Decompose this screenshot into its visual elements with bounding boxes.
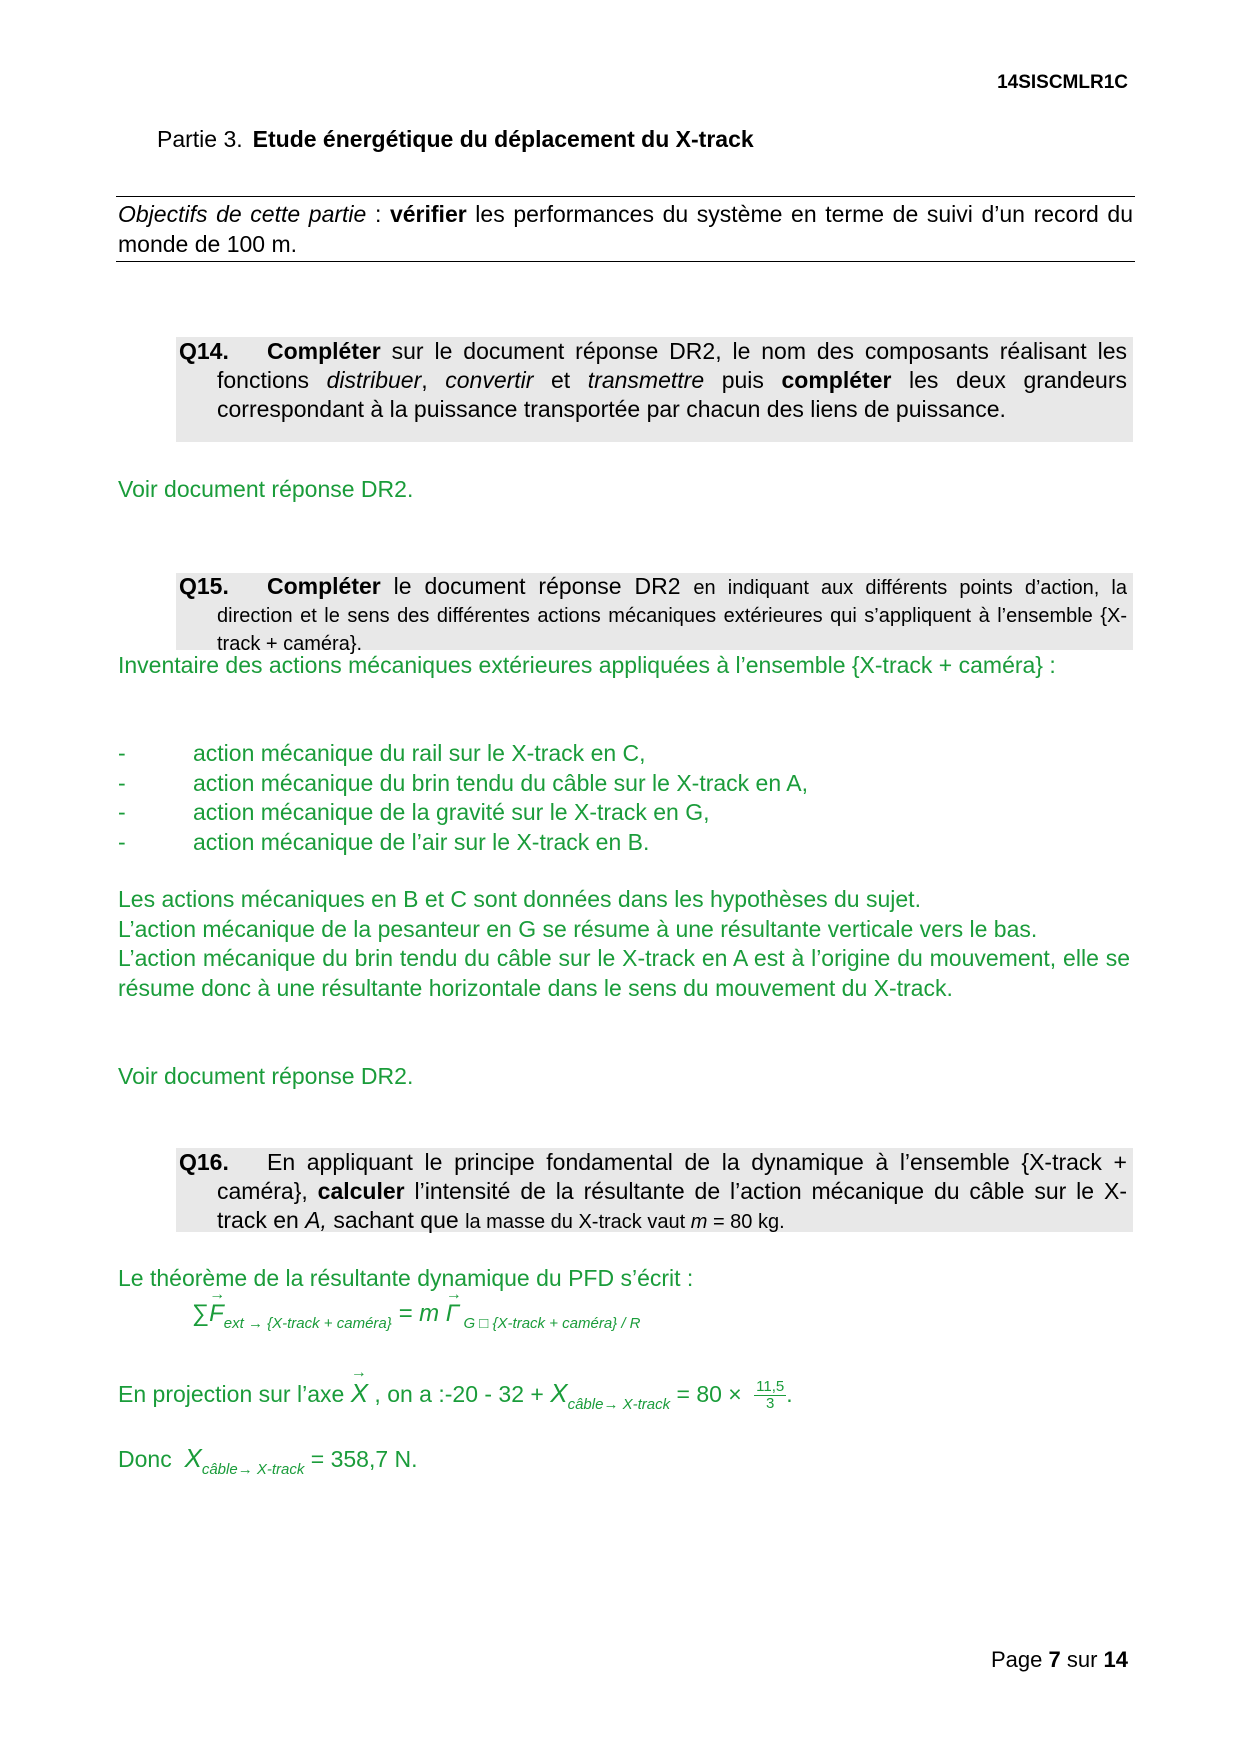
answer-q16-intro: Le théorème de la résultante dynamique du PFD s’écrit : — [118, 1265, 694, 1291]
bullet-text: action mécanique de l’air sur le X-track en B. — [193, 828, 650, 855]
page-label: Page — [990, 1647, 1049, 1672]
list-item — [118, 798, 808, 828]
q16-text — [176, 1148, 1133, 1237]
acceleration-subscript: G □ {X-track + caméra} / R — [463, 1315, 641, 1332]
answer-q15-p3: L’action mécanique du brin tendu du câble sur le X-track en A est à l’origine du mouvement, elle se résume donc à une résultante horizontale dans le sens du mouvement du X-track. — [118, 945, 1130, 1001]
question-q15 — [176, 573, 1133, 655]
fraction-numerator: 11,5 — [756, 1378, 785, 1396]
sigma-symbol: ∑ — [192, 1300, 210, 1327]
q14-verb2: compléter — [781, 367, 892, 393]
equation-equals: = m — [391, 1300, 446, 1327]
q16-t5: = 80 kg. — [707, 1211, 785, 1233]
page-footer — [991, 1647, 1128, 1673]
projection-equals: = 80 × — [670, 1381, 749, 1407]
bullet-text: action mécanique du rail sur le X-track en C, — [193, 740, 646, 766]
result-symbol: X — [184, 1443, 202, 1473]
answer-q15-p2: L’action mécanique de la pesanteur en G se résume à une résultante verticale vers le bas. — [118, 915, 1038, 942]
q14-et: et — [533, 367, 588, 393]
question-q16 — [176, 1148, 1133, 1232]
cable-force-subscript: câble→ X-track — [567, 1396, 671, 1413]
bullet-dash: - — [118, 828, 126, 855]
axis-vector: → X — [351, 1378, 368, 1409]
objectives-sep: : — [366, 201, 390, 227]
objectives-box — [116, 196, 1135, 262]
part-heading — [157, 126, 754, 153]
answer-q15-explanation — [118, 885, 1130, 1003]
acceleration-vector: → Γ — [446, 1300, 460, 1328]
question-q14 — [176, 337, 1133, 442]
page-number: 7 — [1048, 1647, 1061, 1672]
q15-t1: le document réponse DR2 — [380, 573, 694, 599]
projection-prefix: En projection sur l’axe — [118, 1381, 351, 1407]
projection-end: . — [786, 1381, 793, 1407]
q14-puis: puis — [704, 367, 782, 393]
force-vector: → F — [209, 1300, 224, 1328]
answer-q14: Voir document réponse DR2. — [118, 476, 414, 502]
q14-f1: distribuer — [326, 367, 422, 393]
result-subscript: câble→ X-track — [201, 1461, 305, 1478]
q14-number: Q14. — [179, 338, 229, 364]
projection-middle: , on a :-20 - 32 + — [368, 1381, 551, 1407]
objectives-text: les performances du système en terme de suivi d’un record du monde de 100 m. — [118, 201, 1133, 257]
bullet-text: action mécanique de la gravité sur le X-track en G, — [193, 799, 710, 825]
result-value: = 358,7 N. — [304, 1446, 418, 1472]
list-item — [118, 828, 808, 858]
q15-t2: en indiquant aux différents points d’action, la direction et le sens des différentes actions mécaniques extérieures qui s’appliquent à l’ensemble {X-track + caméra}. — [217, 577, 1127, 655]
result-line — [118, 1443, 418, 1478]
q15-verb: Compléter — [267, 573, 381, 599]
bullet-dash: - — [118, 740, 126, 766]
list-item — [118, 769, 808, 799]
objectives-verb: vérifier — [389, 201, 467, 227]
document-reference: 14SISCMLR1C — [997, 72, 1128, 93]
q16-m: m — [690, 1211, 708, 1233]
answer-q15-intro: Inventaire des actions mécaniques extérieures appliquées à l’ensemble {X-track + caméra} : — [118, 652, 1056, 678]
answer-q15-list — [118, 739, 808, 857]
q16-t1: En appliquant le principe fondamental de la dynamique à l’ensemble {X-track + caméra}, — [217, 1149, 1127, 1204]
answer-q15-ref: Voir document réponse DR2. — [118, 1063, 414, 1089]
q15-number: Q15. — [179, 573, 229, 599]
q14-t2: les deux grandeurs correspondant à la puissance transportée par chacun des liens de puissance. — [217, 367, 1128, 422]
q16-t2: l’intensité de la résultante de l’action mécanique du câble sur le X-track en — [217, 1178, 1127, 1233]
q14-t1: sur le document réponse DR2, le nom des composants réalisant les fonctions — [217, 338, 1127, 393]
q16-t4: la masse du X-track vaut — [465, 1211, 691, 1233]
projection-line — [118, 1378, 793, 1412]
page-total: 14 — [1103, 1647, 1128, 1672]
result-prefix: Donc — [118, 1446, 185, 1472]
force-subscript: ext → {X-track + caméra} — [223, 1315, 392, 1332]
q14-text — [176, 337, 1133, 424]
q16-a: A, — [305, 1207, 327, 1233]
cable-force-symbol: X — [550, 1378, 568, 1408]
pfd-equation — [192, 1300, 641, 1332]
q14-verb1: Compléter — [267, 338, 381, 364]
objectives-label: Objectifs de cette partie — [118, 201, 367, 227]
q15-text — [176, 573, 1133, 657]
q16-t3: sachant que — [326, 1207, 466, 1233]
q14-f2: convertir — [445, 367, 534, 393]
fraction-denominator: 3 — [766, 1395, 775, 1413]
bullet-dash: - — [118, 799, 126, 825]
bullet-dash: - — [118, 769, 126, 796]
part-title: Etude énergétique du déplacement du X-track — [252, 126, 754, 152]
q14-c1: , — [421, 367, 446, 393]
q16-verb: calculer — [317, 1178, 405, 1204]
fraction — [754, 1379, 786, 1412]
part-label: Partie 3. — [157, 126, 243, 152]
q14-f3: transmettre — [587, 367, 705, 393]
q16-number: Q16. — [179, 1149, 229, 1175]
list-item — [118, 739, 808, 769]
page-sur: sur — [1060, 1647, 1104, 1672]
answer-q15-p1: Les actions mécaniques en B et C sont données dans les hypothèses du sujet. — [118, 886, 921, 912]
bullet-text: action mécanique du brin tendu du câble sur le X-track en A, — [193, 769, 808, 796]
